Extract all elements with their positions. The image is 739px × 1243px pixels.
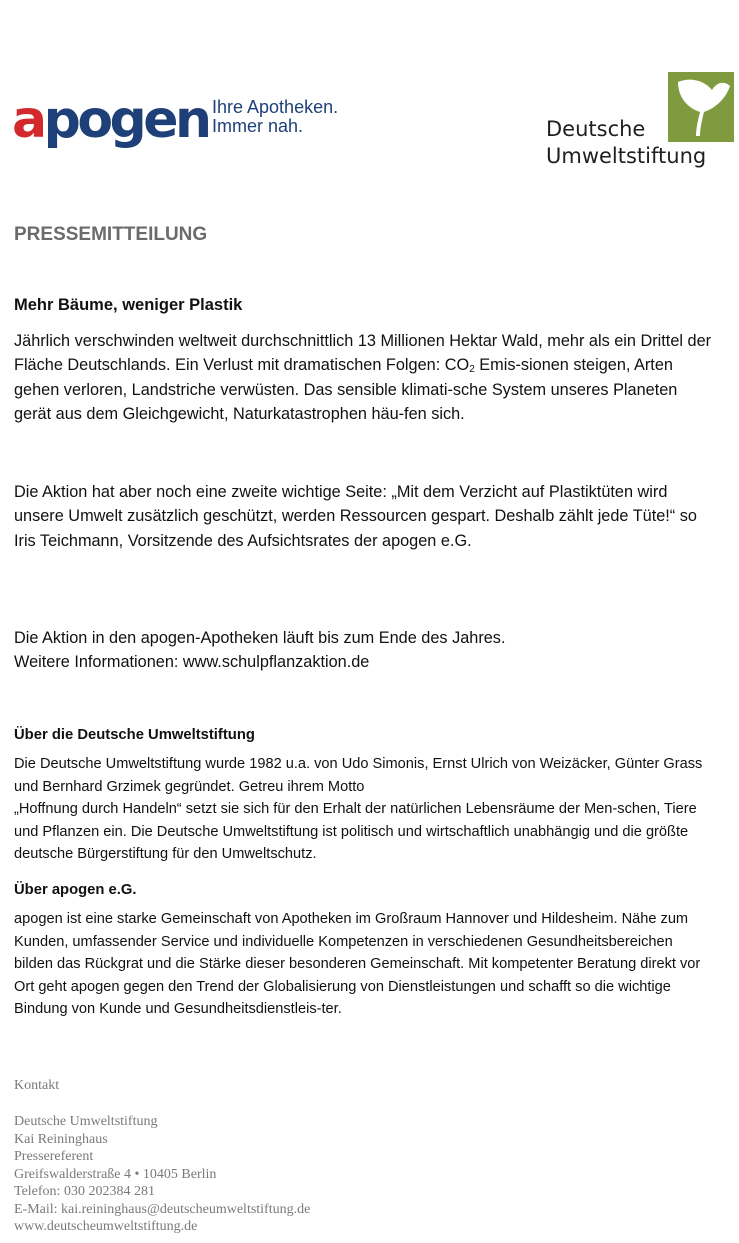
contact-org: Deutsche Umweltstiftung bbox=[14, 1114, 158, 1129]
contact-label: Kontakt bbox=[14, 1078, 60, 1093]
contact-email-link[interactable]: E-Mail: kai.reininghaus@deutscheumweltstiftung.de bbox=[14, 1201, 311, 1217]
about-dus-heading: Über die Deutsche Umweltstiftung bbox=[14, 727, 255, 743]
about-dus-text: Die Deutsche Umweltstiftung wurde 1982 u.a. von Udo Simonis, Ernst Ulrich von Weizäcker, Günter Grass und Bernhard Grzimek gegründet. Getreu ihrem Motto „Hoffnung durch Handeln“ setzt sie sich für den Erhalt der natürlichen Lebensräume der Men-schen, Tiere und Pflanzen ein. Die Deutsche Umweltstiftung ist politisch und wirtschaftlich unabhängig und die größte deutsche Bürgerstiftung für den Umweltschutz. bbox=[14, 756, 703, 863]
contact-address: Greifswalderstraße 4 • 10405 Berlin bbox=[14, 1166, 217, 1182]
contact-phone: Telefon: 030 202384 281 bbox=[14, 1184, 155, 1199]
article-title: Mehr Bäume, weniger Plastik bbox=[14, 296, 243, 314]
apogen-wordmark: apogen bbox=[12, 90, 209, 150]
contact-web-link[interactable]: www.deutscheumweltstiftung.de bbox=[14, 1219, 198, 1234]
page-heading: PRESSEMITTEILUNG bbox=[14, 224, 208, 245]
article-paragraph-1: Jährlich verschwinden weltweit durchschnittlich 13 Millionen Hektar Wald, mehr als ein Drittel der Fläche Deutschlands. Ein Verlust mit dramatischen Folgen: $CO_2$ Emis-sionen steigen, Arten gehen verloren, Landstriche verwüsten. Das sensible klimati-sche System unseres Planeten gerät aus dem Gleichgewicht, Naturkatastrophen häu-fen sich. bbox=[14, 332, 712, 423]
about-apogen-text: apogen ist eine starke Gemeinschaft von Apotheken im Großraum Hannover und Hildesheim. Nähe zum Kunden, umfassender Service und individuelle Kompetenzen in verschiedenen Gesundheitsbereichen bilden das Rückgrat und die Stärke dieser besonderen Gemeinschaft. Mit kompetenter Beratung direkt vor Ort geht apogen gegen den Trend der Globalisierung von Dienstleistungen und schafft so die wichtige Bindung von Kunde und Gesundheitsdienstleis-ter. bbox=[14, 911, 701, 1018]
article-paragraph-3: Die Aktion in den apogen-Apotheken läuft bis zum Ende des Jahres. Weitere Informationen: www.schulpflanzaktion.de bbox=[14, 626, 714, 675]
contact-block bbox=[14, 1113, 310, 1236]
about-apogen-heading: Über apogen e.G. bbox=[14, 882, 137, 898]
apogen-logo bbox=[12, 92, 352, 152]
apogen-tagline: Ihre Apotheken. Immer nah. bbox=[212, 97, 339, 136]
contact-role: Pressereferent bbox=[14, 1149, 94, 1164]
contact-name: Kai Reininghaus bbox=[14, 1131, 108, 1147]
more-info-link[interactable]: Weitere Informationen: www.schulpflanzaktion.de bbox=[14, 653, 370, 672]
article-paragraph-2: Die Aktion hat aber noch eine zweite wichtige Seite: „Mit dem Verzicht auf Plastiktüten wird unsere Umwelt zusätzlich geschützt, werden Ressourcen gespart. Deshalb zählt jede Tüte!“ so Iris Teichmann, Vorsitzende des Aufsichtsrates der apogen e.G. bbox=[14, 483, 697, 550]
dus-wordmark: Deutsche Umweltstiftung bbox=[546, 117, 707, 168]
deutsche-umweltstiftung-logo bbox=[546, 72, 736, 177]
